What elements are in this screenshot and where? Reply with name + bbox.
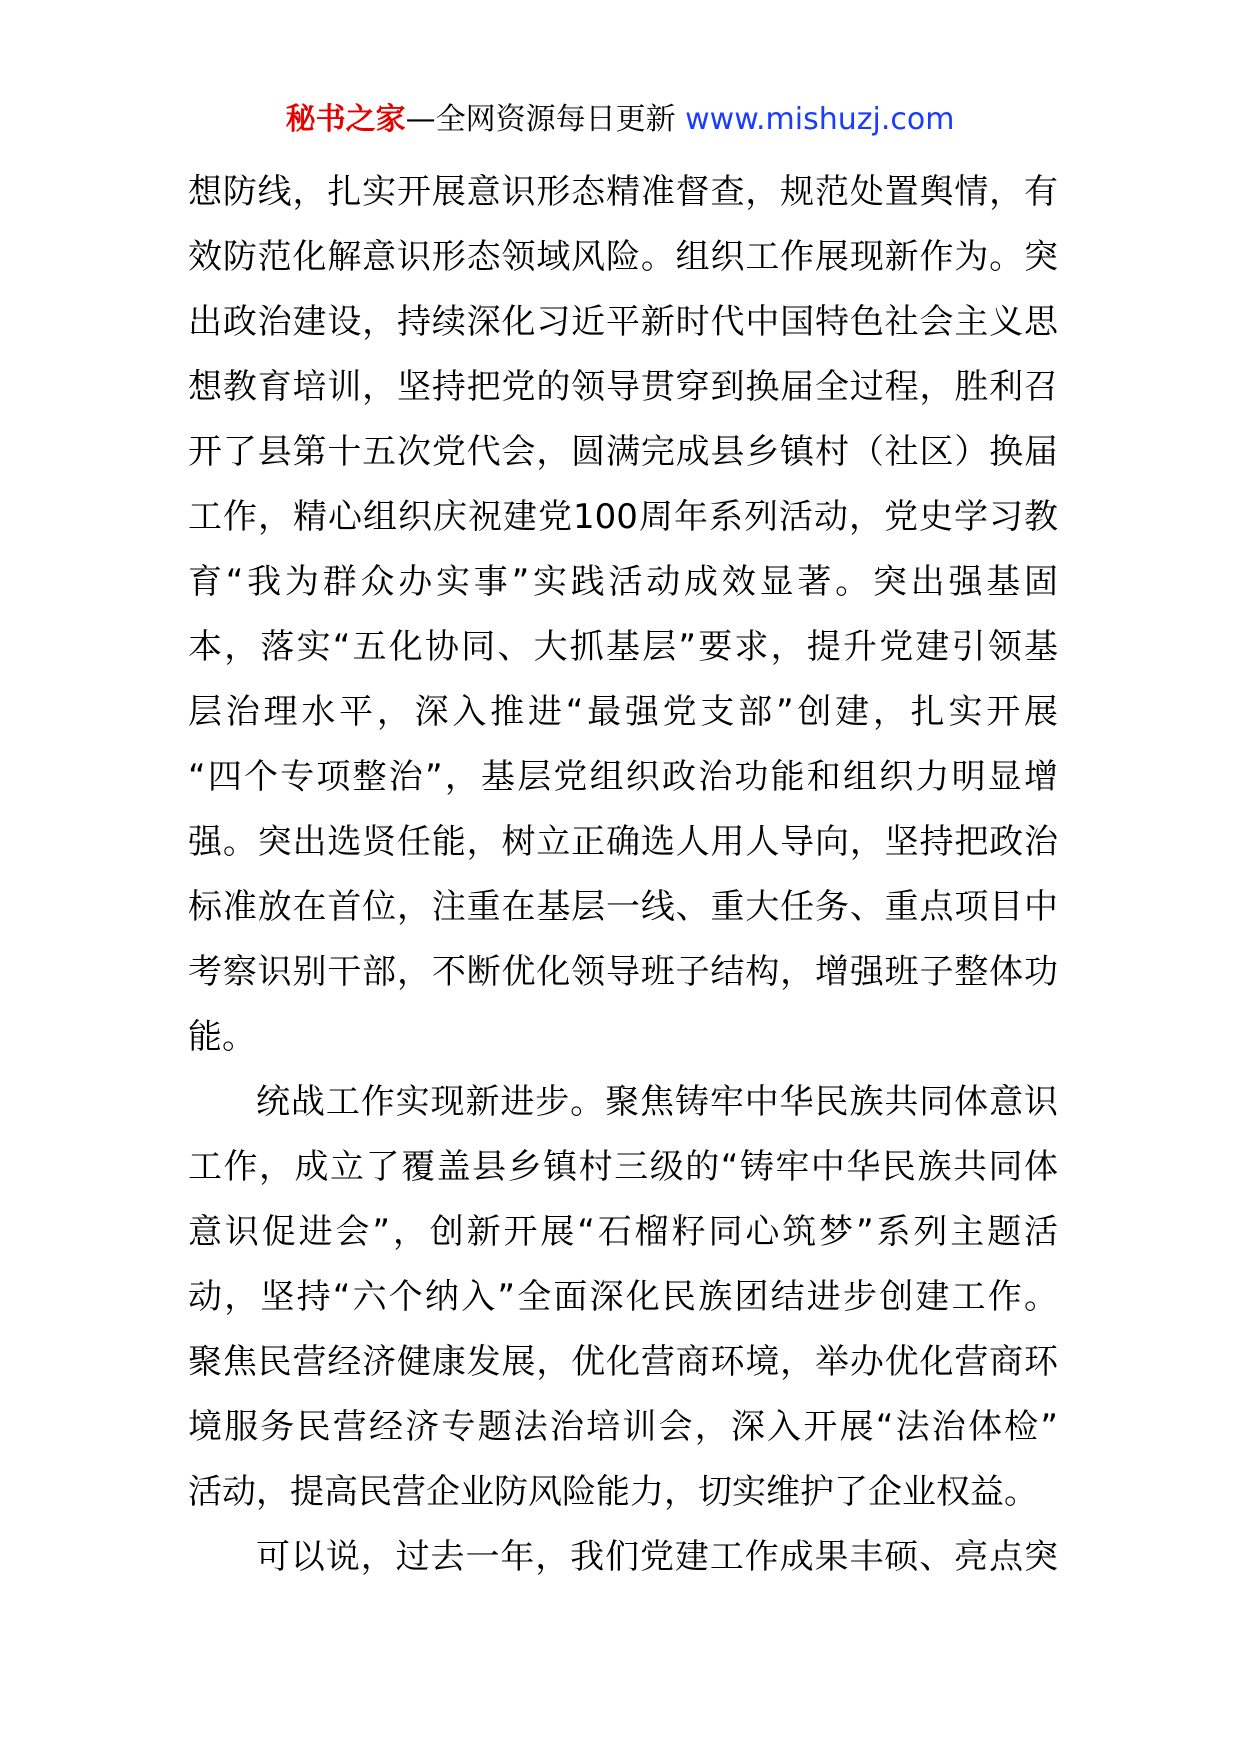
text-line: 想防线，扎实开展意识形态精准督查，规范处置舆情，有 (188, 172, 1058, 212)
text-line: 效防范化解意识形态领域风险。组织工作展现新作为。突 (188, 237, 1058, 277)
text-line: 境服务民营经济专题法治培训会，深入开展“法治体检” (188, 1407, 1058, 1447)
text-line: 层治理水平，深入推进“最强党支部”创建，扎实开展 (188, 692, 1058, 732)
header-tagline: —全网资源每日更新 (405, 102, 686, 137)
text-line: 统战工作实现新进步。聚焦铸牢中华民族共同体意识 (256, 1082, 1058, 1122)
paragraph (188, 160, 1058, 1070)
text-line: 活动，提高民营企业防风险能力，切实维护了企业权益。 (188, 1472, 1038, 1512)
text-line: 意识促进会”，创新开展“石榴籽同心筑梦”系列主题活 (188, 1212, 1058, 1252)
paragraph (188, 1070, 1058, 1525)
text-line: 育“我为群众办实事”实践活动成效显著。突出强基固 (188, 562, 1058, 602)
site-url[interactable]: www.mishuzj.com (685, 102, 955, 137)
text-line: 本，落实“五化协同、大抓基层”要求，提升党建引领基 (188, 627, 1058, 667)
text-line: 开了县第十五次党代会，圆满完成县乡镇村（社区）换届 (188, 432, 1058, 472)
text-line: 强。突出选贤任能，树立正确选人用人导向，坚持把政治 (188, 822, 1058, 862)
site-header (0, 100, 1240, 140)
text-line: 考察识别干部，不断优化领导班子结构，增强班子整体功 (188, 952, 1058, 992)
text-line: 想教育培训，坚持把党的领导贯穿到换届全过程，胜利召 (188, 367, 1058, 407)
brand-name: 秘书之家 (285, 102, 406, 137)
paragraph (188, 1525, 1058, 1590)
text-line: 标准放在首位，注重在基层一线、重大任务、重点项目中 (188, 887, 1058, 927)
text-line: 可以说，过去一年，我们党建工作成果丰硕、亮点突 (256, 1537, 1058, 1577)
text-line: 出政治建设，持续深化习近平新时代中国特色社会主义思 (188, 302, 1058, 342)
text-line: 动，坚持“六个纳入”全面深化民族团结进步创建工作。 (188, 1277, 1058, 1317)
text-line: “四个专项整治”，基层党组织政治功能和组织力明显增 (188, 757, 1058, 797)
text-line: 工作，精心组织庆祝建党100周年系列活动，党史学习教 (188, 497, 1058, 537)
text-line: 工作，成立了覆盖县乡镇村三级的“铸牢中华民族共同体 (188, 1147, 1058, 1187)
text-line: 能。 (188, 1017, 256, 1057)
text-line: 聚焦民营经济健康发展，优化营商环境，举办优化营商环 (188, 1342, 1058, 1382)
document-body (188, 160, 1058, 1590)
